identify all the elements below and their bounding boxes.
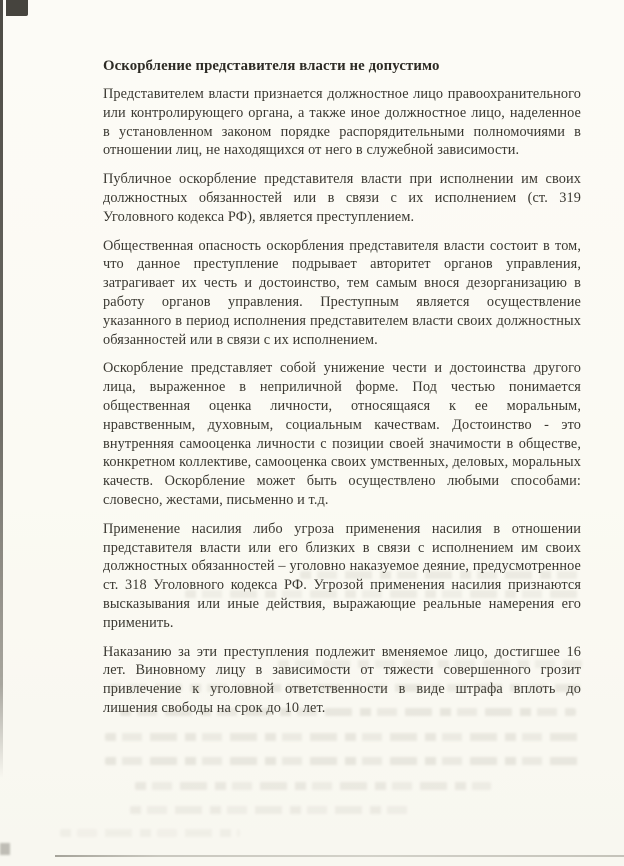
document-paragraph: Публичное оскорбление представителя власти при исполнении им своих должностных обязанностей или в связи с их исполнением (ст. 319 Уголовного кодекса РФ), является преступлением.: [103, 171, 581, 225]
document-body: [103, 57, 581, 728]
bleed-through-text-artifact: [130, 806, 412, 814]
document-paragraph: Наказанию за эти преступления подлежит вменяемое лицо, достигшее 16 лет. Виновному лицу в зависимости от тяжести совершенного грозит привлечение к уголовной ответственности в виде штрафа вплоть до лишения свободы на срок до 10 лет.: [103, 643, 581, 716]
bleed-through-text-artifact: [300, 571, 582, 579]
bleed-through-text-artifact: [135, 782, 491, 790]
left-scan-edge-artifact: [0, 0, 3, 778]
document-paragraph: Оскорбление представляет собой унижение чести и достоинства другого лица, выраженное в неприличной форме. Под честью понимается общественная оценка личности, относящаяся к ее моральным, нравственным, духовным, социальным качествам. Достоинство - это внутренняя самооценка личности с позиции своей значимости в обществе, конкретном коллективе, самооценка своих умственных, деловых, моральных качеств. Оскорбление может быть осуществлено любыми способами: словесно, жестами, письменно и т.д.: [103, 360, 581, 508]
bleed-through-text-artifact: [185, 590, 581, 598]
bottom-scan-line-artifact: [55, 855, 624, 857]
bleed-through-text-artifact: [120, 708, 576, 716]
bleed-through-text-artifact: [278, 660, 582, 668]
bottom-left-scan-mark: [0, 843, 10, 855]
document-paragraph: Применение насилия либо угроза применения насилия в отношении представителя власти или его близких в связи с исполнением им своих должностных обязанностей – уголовно наказуемое деяние, предусмотренное ст. 318 Уголовного кодекса РФ. Угрозой применения насилия признаются высказывания или иные действия, выражающие реальные намерения его применить.: [103, 520, 581, 631]
bleed-through-text-artifact: [105, 757, 583, 765]
top-left-corner-scan-mark: [6, 0, 28, 16]
bleed-through-text-artifact: [105, 733, 581, 741]
document-title: Оскорбление представителя власти не допустимо: [103, 58, 440, 74]
document-paragraph: Общественная опасность оскорбления представителя власти состоит в том, что данное преступление подрывает авторитет органов управления, затрагивает их честь и достоинство, тем самым внося дезорганизацию в работу органов управления. Преступным является осуществление указанного в период исполнения представителем власти своих должностных обязанностей или в связи с их исполнением.: [103, 237, 581, 348]
document-paragraph: Представителем власти признается должностное лицо правоохранительного или контролирующего органа, а также иное должностное лицо, наделенное в установленном законом порядке распорядительными полномочиями в отношении лиц, не находящихся от него в служебной зависимости.: [103, 86, 581, 159]
bleed-through-text-artifact: [110, 684, 580, 692]
bleed-through-text-artifact: [60, 829, 240, 837]
